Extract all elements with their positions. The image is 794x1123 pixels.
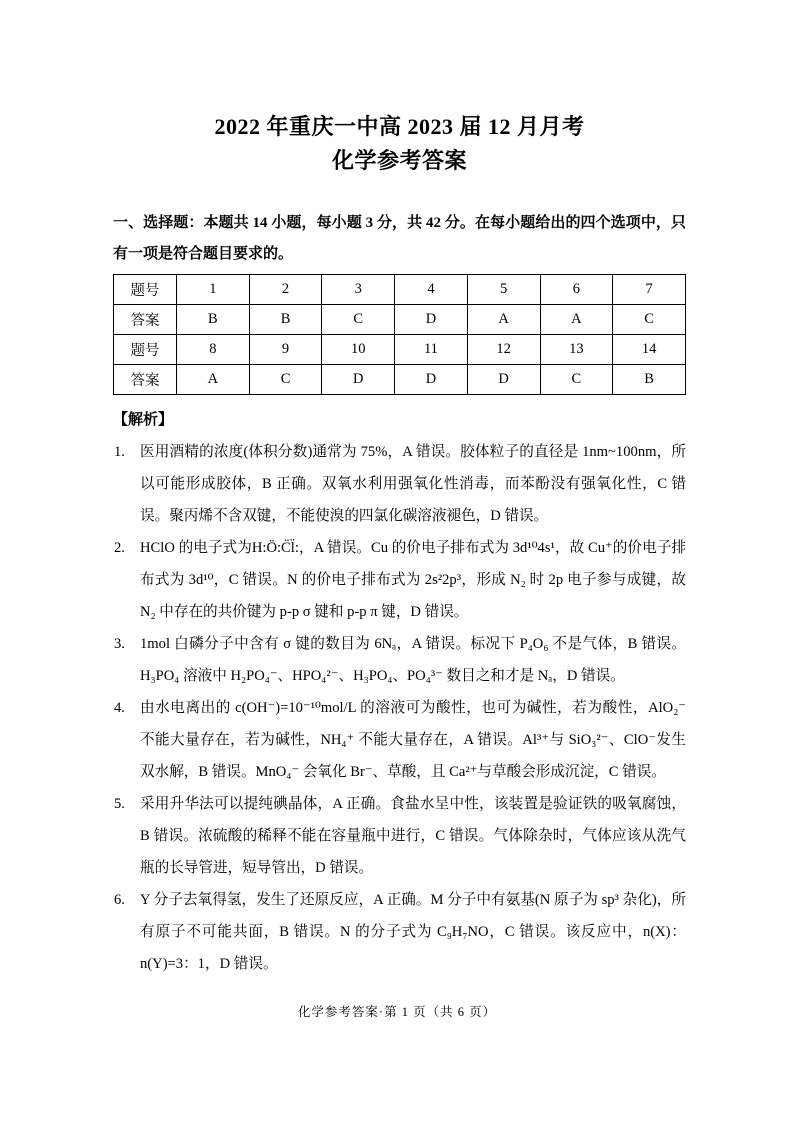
table-cell: A — [177, 365, 250, 395]
table-row — [114, 275, 686, 305]
table-header-cell: 题号 — [114, 275, 177, 305]
table-cell: 5 — [467, 275, 540, 305]
answer-table — [113, 274, 686, 395]
table-cell: 4 — [395, 275, 468, 305]
title-line-1: 2022 年重庆一中高 2023 届 12 月月考 — [214, 114, 585, 139]
item-text: HClO 的电子式为H:Ö:C̈l̈:，A 错误。Cu 的价电子排布式为 3d¹⁰4s¹，故 Cu⁺的价电子排布式为 3d¹⁰，C 错误。N 的价电子排布式为 2s²2p³，形成 N₂ 时 2p 电子参与成键，故 N₂ 中存在的共价键为 p-p σ 键和 p-p π 键，D 错误。 — [140, 540, 686, 620]
table-cell: 3 — [322, 275, 395, 305]
table-cell: C — [540, 365, 613, 395]
analysis-item-5 — [113, 788, 686, 884]
analysis-item-3 — [113, 628, 686, 692]
table-cell: 11 — [395, 335, 468, 365]
item-text: Y 分子去氧得氢，发生了还原反应，A 正确。M 分子中有氨基(N 原子为 sp³ 杂化)，所有原子不可能共面，B 错误。N 的分子式为 C₉H₇NO，C 错误。该反应中，n(X)：n(Y)=3：1，D 错误。 — [140, 892, 686, 972]
table-cell: D — [395, 305, 468, 335]
table-cell: A — [540, 305, 613, 335]
table-row — [114, 335, 686, 365]
table-cell: 10 — [322, 335, 395, 365]
page-footer: 化学参考答案·第 1 页（共 6 页） — [297, 1005, 497, 1019]
table-row — [114, 365, 686, 395]
item-number: 6. — [114, 892, 125, 908]
table-cell: 8 — [177, 335, 250, 365]
table-cell: 13 — [540, 335, 613, 365]
table-header-cell: 答案 — [114, 305, 177, 335]
item-number: 2. — [114, 540, 125, 556]
section-1-intro: 一、选择题：本题共 14 小题，每小题 3 分，共 42 分。在每小题给出的四个选项中，只有一项是符合题目要求的。 — [113, 215, 686, 262]
item-number: 5. — [114, 796, 125, 812]
analysis-heading: 【解析】 — [113, 412, 174, 428]
table-cell: B — [613, 365, 686, 395]
item-number: 1. — [114, 444, 125, 460]
table-cell: C — [322, 305, 395, 335]
item-text: 1mol 白磷分子中含有 σ 键的数目为 6Nₐ，A 错误。标况下 P₄O₆ 不是气体，B 错误。H₃PO₄ 溶液中 H₂PO₄⁻、HPO₄²⁻、H₃PO₄、PO₄³⁻ 数目之和才是 Nₐ，D 错误。 — [140, 636, 686, 684]
table-header-cell: 答案 — [114, 365, 177, 395]
item-text: 医用酒精的浓度(体积分数)通常为 75%，A 错误。胶体粒子的直径是 1nm~100nm，所以可能形成胶体，B 正确。双氧水利用强氧化性消毒，而苯酚没有强氧化性，C 错误。聚丙烯不含双键，不能使溴的四氯化碳溶液褪色，D 错误。 — [140, 444, 686, 524]
table-cell: 6 — [540, 275, 613, 305]
table-cell: B — [249, 305, 322, 335]
item-number: 4. — [114, 700, 125, 716]
item-text: 由水电离出的 c(OH⁻)=10⁻¹⁰mol/L 的溶液可为酸性，也可为碱性，若为酸性，AlO₂⁻ 不能大量存在，若为碱性，NH₄⁺ 不能大量存在，A 错误。Al³⁺与 SiO₃²⁻、ClO⁻发生双水解，B 错误。MnO₄⁻ 会氧化 Br⁻、草酸，且 Ca²⁺与草酸会形成沉淀，C 错误。 — [140, 700, 686, 780]
table-row — [114, 305, 686, 335]
table-cell: B — [177, 305, 250, 335]
table-cell: C — [249, 365, 322, 395]
table-cell: 14 — [613, 335, 686, 365]
table-cell: 12 — [467, 335, 540, 365]
item-text: 采用升华法可以提纯碘晶体，A 正确。食盐水呈中性，该装置是验证铁的吸氧腐蚀，B 错误。浓硫酸的稀释不能在容量瓶中进行，C 错误。气体除杂时，气体应该从洗气瓶的长导管进，短导管出，D 错误。 — [140, 796, 686, 876]
table-cell: D — [395, 365, 468, 395]
analysis-item-4 — [113, 692, 686, 788]
table-cell: 2 — [249, 275, 322, 305]
item-number: 3. — [114, 636, 125, 652]
table-cell: D — [467, 365, 540, 395]
table-cell: C — [613, 305, 686, 335]
page-title — [113, 110, 686, 178]
table-cell: 7 — [613, 275, 686, 305]
analysis-item-6 — [113, 884, 686, 980]
analysis-item-1 — [113, 436, 686, 532]
title-line-2: 化学参考答案 — [331, 148, 467, 173]
table-cell: 1 — [177, 275, 250, 305]
table-cell: A — [467, 305, 540, 335]
table-cell: 9 — [249, 335, 322, 365]
table-header-cell: 题号 — [114, 335, 177, 365]
analysis-item-2 — [113, 532, 686, 628]
table-cell: D — [322, 365, 395, 395]
